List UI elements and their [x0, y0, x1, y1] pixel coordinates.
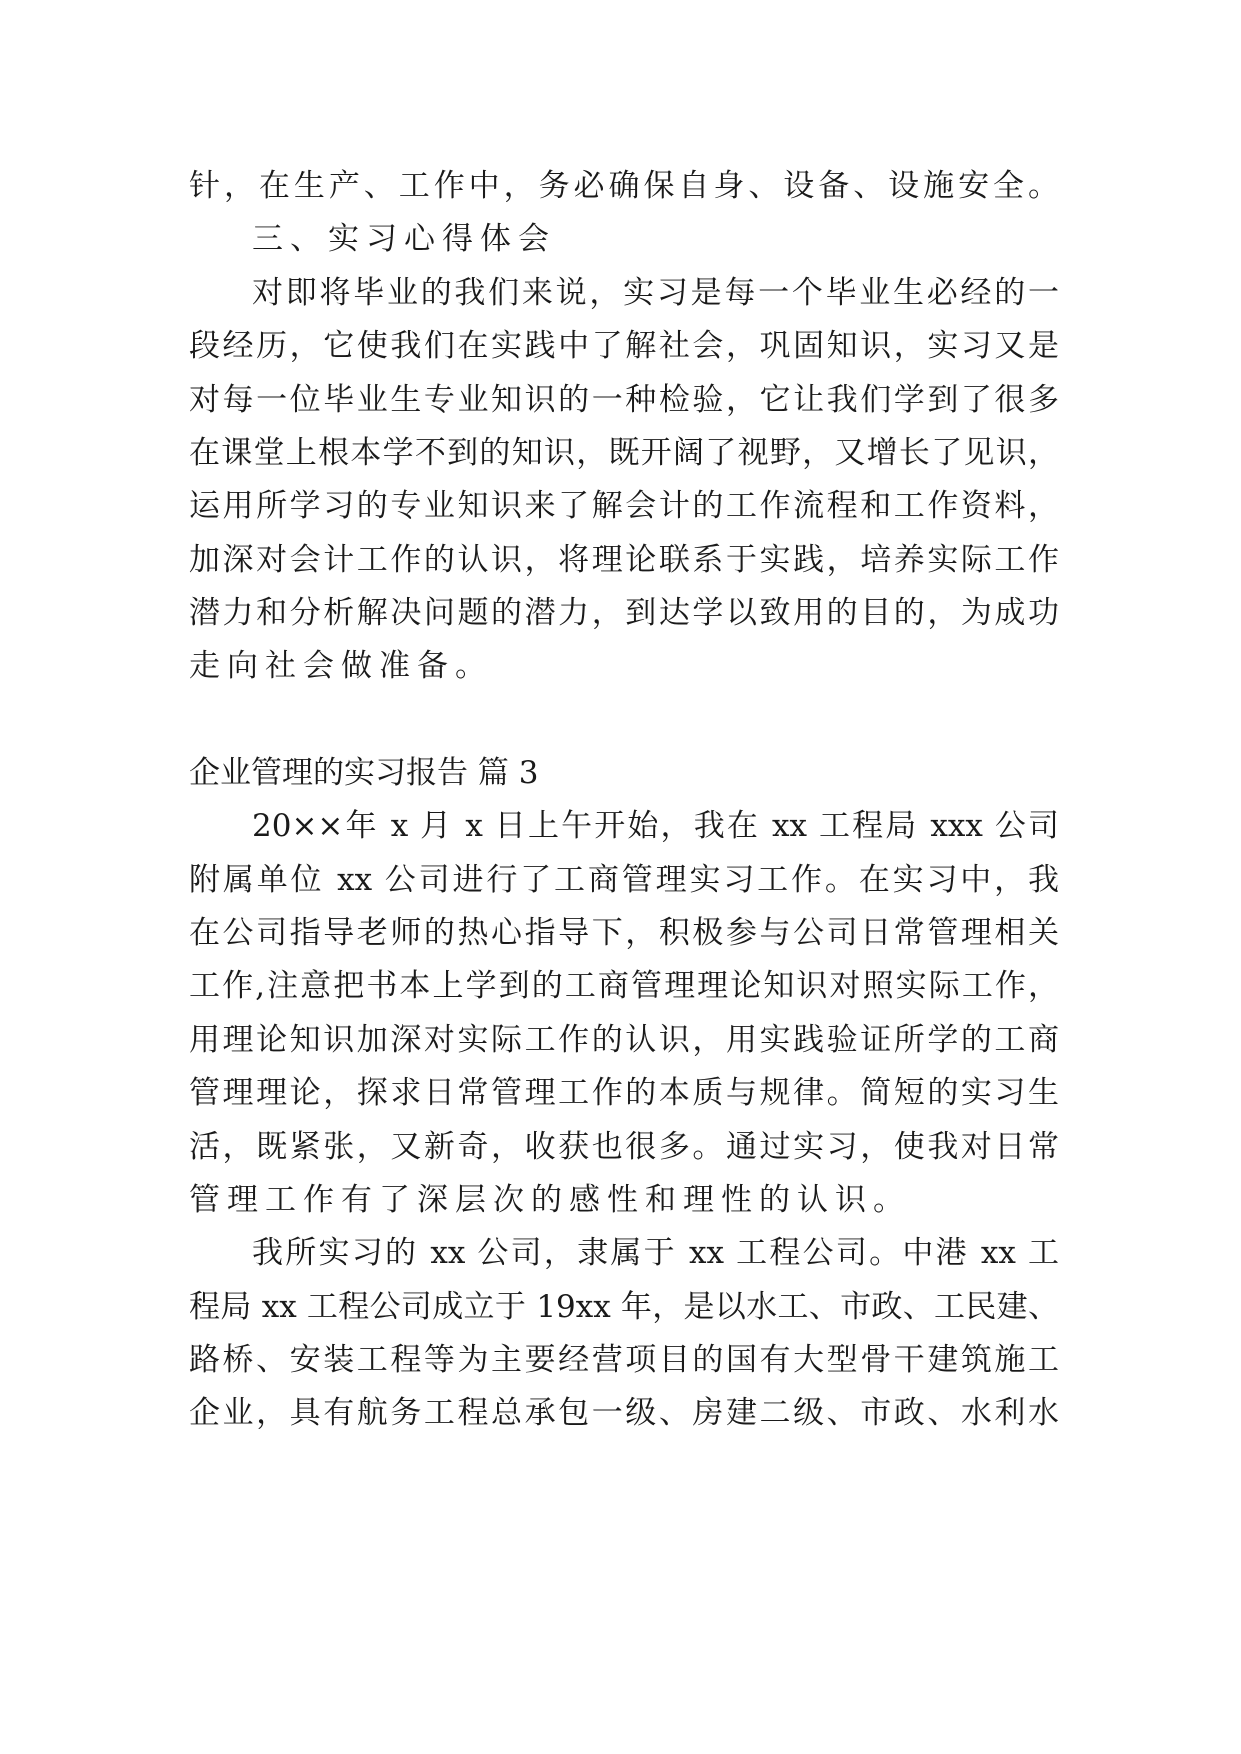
text-line: 针，在生产、工作中，务必确保自身、设备、设施安全。: [189, 168, 1059, 204]
text-line: 加深对会计工作的认识，将理论联系于实践，培养实际工作: [189, 542, 1059, 578]
text-line: 在公司指导老师的热心指导下，积极参与公司日常管理相关: [189, 915, 1059, 951]
section-heading: 三、实习心得体会: [252, 221, 556, 257]
report-title: 企业管理的实习报告 篇 3: [189, 755, 539, 791]
text-line: 活，既紧张，又新奇，收获也很多。通过实习，使我对日常: [189, 1129, 1059, 1165]
text-line: 程局 xx 工程公司成立于 19xx 年，是以水工、市政、工民建、: [189, 1289, 1059, 1325]
text-line: 管理工作有了深层次的感性和理性的认识。: [189, 1182, 911, 1218]
text-line: 20××年 x 月 x 日上午开始，我在 xx 工程局 xxx 公司: [252, 808, 1059, 844]
text-line: 段经历，它使我们在实践中了解社会，巩固知识，实习又是: [189, 328, 1059, 364]
text-line: 附属单位 xx 公司进行了工商管理实习工作。在实习中，我: [189, 862, 1059, 898]
text-line: 用理论知识加深对实际工作的认识，用实践验证所学的工商: [189, 1022, 1059, 1058]
text-line: 在课堂上根本学不到的知识，既开阔了视野，又增长了见识，: [189, 435, 1059, 471]
text-line: 企业，具有航务工程总承包一级、房建二级、市政、水利水: [189, 1395, 1059, 1431]
text-line: 对每一位毕业生专业知识的一种检验，它让我们学到了很多: [189, 382, 1059, 418]
text-line: 运用所学习的专业知识来了解会计的工作流程和工作资料，: [189, 488, 1059, 524]
text-line: 管理理论，探求日常管理工作的本质与规律。简短的实习生: [189, 1075, 1059, 1111]
text-line: 工作,注意把书本上学到的工商管理理论知识对照实际工作，: [189, 968, 1059, 1004]
text-line: 走向社会做准备。: [189, 648, 493, 684]
text-line: 我所实习的 xx 公司，隶属于 xx 工程公司。中港 xx 工: [252, 1235, 1059, 1271]
text-line: 对即将毕业的我们来说，实习是每一个毕业生必经的一: [252, 275, 1059, 311]
text-line: 潜力和分析解决问题的潜力，到达学以致用的目的，为成功: [189, 595, 1059, 631]
text-line: 路桥、安装工程等为主要经营项目的国有大型骨干建筑施工: [189, 1342, 1059, 1378]
